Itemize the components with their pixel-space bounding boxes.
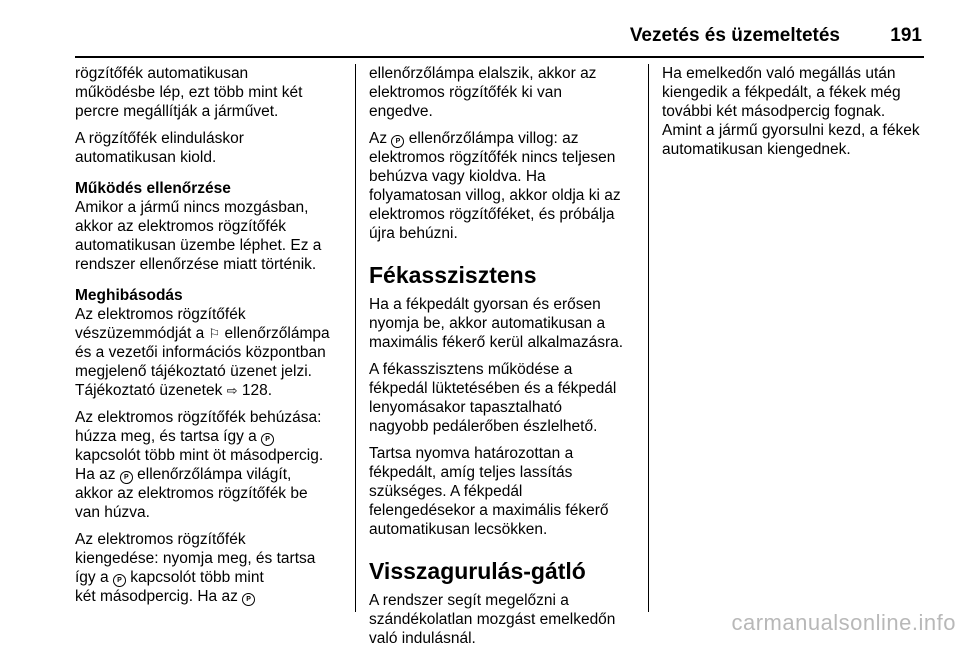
text-line: Az elektromos rögzítőfék behúzása: — [75, 409, 322, 426]
column-3 — [662, 64, 934, 167]
text: ellenőrzőlámpa villog: az — [408, 130, 579, 147]
text-line — [369, 129, 641, 148]
watermark: carmanualsonline.info — [731, 610, 956, 635]
text: két másodpercig. Ha az — [75, 588, 238, 605]
text-line: Az elektromos rögzítőfék — [75, 531, 246, 548]
paragraph — [75, 64, 347, 121]
text-line: behúzva vagy kioldva. Ha — [369, 168, 546, 185]
column-divider — [355, 64, 356, 612]
paragraph — [369, 129, 641, 243]
text-line: újra behúzni. — [369, 225, 458, 242]
text: kapcsolót több mint — [130, 569, 264, 586]
text-line: percre megállítják a járművet. — [75, 103, 279, 120]
paragraph — [75, 530, 347, 606]
column-2 — [369, 64, 641, 656]
page-header — [75, 22, 924, 58]
text-line: akkor az elektromos rögzítőfék — [75, 218, 287, 235]
arrow-right-icon: ⇨ — [226, 383, 238, 398]
text-line — [75, 568, 347, 587]
text: vészüzemmódját a — [75, 325, 205, 342]
text-line: van húzva. — [75, 504, 150, 521]
text-line — [75, 324, 347, 343]
parking-brake-icon: P — [261, 433, 274, 446]
page-number: 191 — [890, 25, 922, 46]
text-line: további két másodpercig fognak. — [662, 103, 886, 120]
subheading: Meghibásodás — [75, 287, 183, 304]
text-line: Ha emelkedőn való megállás után — [662, 65, 896, 82]
paragraph — [369, 591, 641, 648]
paragraph — [369, 444, 641, 539]
text-line: megjelenő tájékoztató üzenet jelzi. — [75, 363, 312, 380]
text: ellenőrzőlámpa világít, — [137, 466, 292, 483]
paragraph — [662, 64, 934, 159]
text-line — [75, 587, 347, 606]
paragraph — [369, 295, 641, 352]
text-line: és a vezetői információs központban — [75, 344, 326, 361]
header-title: Vezetés és üzemeltetés — [629, 25, 840, 46]
text-line: A fékasszisztens működése a — [369, 361, 573, 378]
text-line — [75, 427, 347, 446]
text-line: automatikusan kiengednek. — [662, 141, 851, 158]
text-line: automatikusan lecsökken. — [369, 521, 548, 538]
parking-brake-icon: P — [242, 593, 255, 606]
parking-brake-icon: P — [113, 574, 126, 587]
subheading: Működés ellenőrzése — [75, 180, 231, 197]
column-1 — [75, 64, 347, 614]
parking-brake-icon: P — [391, 135, 404, 148]
text-line: engedve. — [369, 103, 433, 120]
text-line: való indulásnál. — [369, 630, 476, 647]
text-line: Amint a jármű gyorsulni kezd, a fékek — [662, 122, 920, 139]
parking-brake-icon: P — [120, 471, 133, 484]
text-line: működésbe lép, ezt több mint két — [75, 84, 303, 101]
section-heading: Visszagurulás-gátló — [369, 558, 586, 584]
text-line: elektromos rögzítőfék nincs teljesen — [369, 149, 616, 166]
text-line: rendszer ellenőrzése miatt történik. — [75, 256, 317, 273]
text-line: Tartsa nyomva határozottan a — [369, 445, 574, 462]
paragraph — [369, 360, 641, 436]
text-line: szándékolatlan mozgást emelkedőn — [369, 611, 616, 628]
text-line — [75, 381, 347, 400]
text-line: rögzítőfék automatikusan — [75, 65, 249, 82]
text-line: Ha a fékpedált gyorsan és erősen — [369, 296, 601, 313]
text-line: maximális fékerő kerül alkalmazásra. — [369, 334, 624, 351]
text-line: fékpedál lüktetésében és a fékpedál — [369, 380, 617, 397]
text-line: kiengedik a fékpedált, a fékek még — [662, 84, 901, 101]
text: ellenőrzőlámpa — [224, 325, 330, 342]
paragraph — [369, 64, 641, 121]
text-line: automatikusan üzembe léphet. Ez a — [75, 237, 322, 254]
text-line: A rendszer segít megelőzni a — [369, 592, 569, 609]
text-line: Az elektromos rögzítőfék — [75, 306, 246, 323]
text-line: A rögzítőfék elinduláskor — [75, 130, 244, 147]
page-reference[interactable]: 128. — [241, 382, 273, 399]
warning-icon: ⚐ — [208, 326, 221, 341]
paragraph — [75, 129, 347, 167]
text-line: kapcsolót több mint öt másodpercig. — [75, 447, 324, 464]
text-line: nagyobb pedálerőben észlelhető. — [369, 418, 598, 435]
section-heading: Fékasszisztens — [369, 262, 537, 288]
paragraph — [75, 408, 347, 522]
text: Tájékoztató üzenetek — [75, 382, 223, 399]
text-line: lenyomásakor tapasztalható — [369, 399, 563, 416]
text-line: kiengedése: nyomja meg, és tartsa — [75, 550, 316, 567]
text-line: elektromos rögzítőfék ki van — [369, 84, 562, 101]
text-line: elektromos rögzítőféket, és próbálja — [369, 206, 615, 223]
text-line: akkor az elektromos rögzítőfék be — [75, 485, 308, 502]
text: Ha az — [75, 466, 116, 483]
text-line: Amikor a jármű nincs mozgásban, — [75, 199, 309, 216]
text-line: folyamatosan villog, akkor oldja ki az — [369, 187, 621, 204]
text-line: automatikusan kiold. — [75, 149, 217, 166]
paragraph — [75, 179, 347, 274]
text-line: fékpedált, amíg teljes lassítás — [369, 464, 573, 481]
text-line: felengedésekor a maximális fékerő — [369, 502, 609, 519]
column-divider — [648, 64, 649, 612]
text: így a — [75, 569, 109, 586]
text-line: nyomja be, akkor automatikusan a — [369, 315, 606, 332]
text: húzza meg, és tartsa így a — [75, 428, 257, 445]
text: Az — [369, 130, 388, 147]
text-line: ellenőrzőlámpa elalszik, akkor az — [369, 65, 597, 82]
text-line: szükséges. A fékpedál — [369, 483, 523, 500]
text-line — [75, 465, 347, 484]
paragraph — [75, 286, 347, 400]
